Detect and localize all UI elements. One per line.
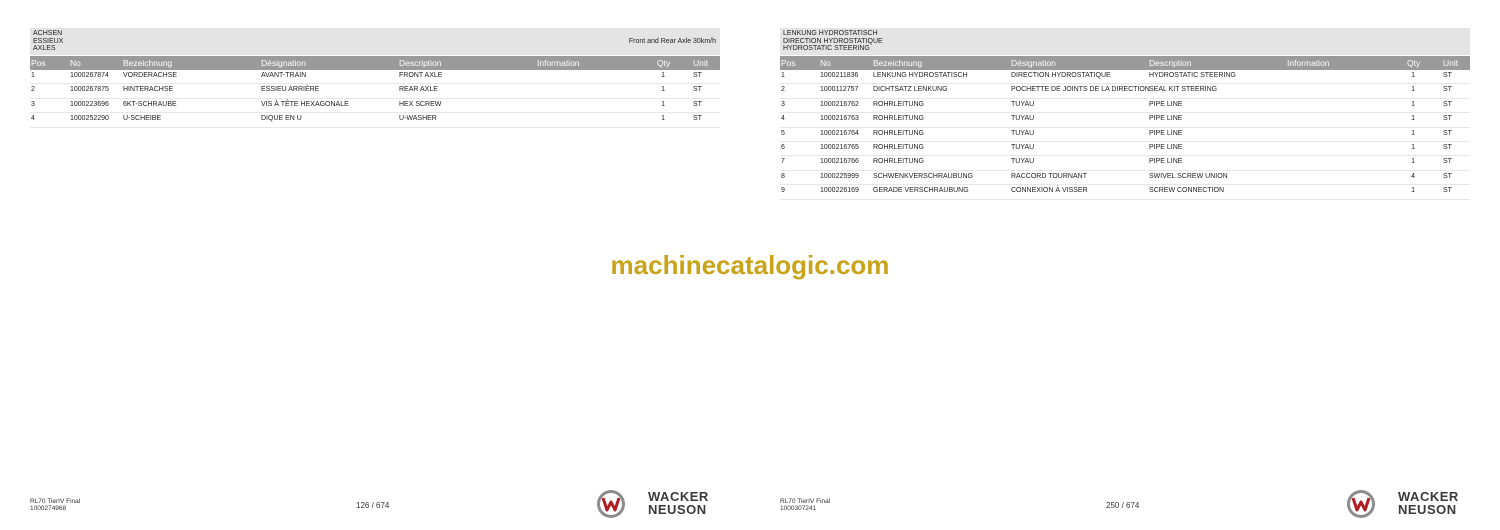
cell-no: 1000223696 [70, 100, 109, 108]
header-pos: Pos [781, 58, 796, 68]
cell-no: 1000267875 [70, 86, 109, 94]
cell-qty: 1 [1411, 143, 1415, 151]
cell-designation: VIS À TÊTE HEXAGONALE [261, 100, 349, 108]
header-unit: Unit [693, 58, 709, 68]
cell-bezeichnung: DICHTSATZ LENKUNG [873, 86, 948, 94]
table-row [780, 156, 1470, 170]
parts-table-body [30, 70, 720, 128]
cell-bezeichnung: VORDERACHSE [123, 72, 178, 79]
header-designation: Désignation [261, 58, 306, 68]
cell-bezeichnung: 6KT-SCHRAUBE [123, 100, 177, 108]
cell-pos: 1 [781, 72, 785, 79]
title-line: DIRECTION HYDROSTATIQUE [783, 37, 883, 45]
model-name: RL70 TierIV Final [780, 498, 831, 505]
cell-designation: DIRECTION HYDROSTATIQUE [1011, 72, 1111, 79]
cell-unit: ST [1443, 187, 1452, 195]
cell-pos: 9 [781, 187, 785, 195]
title-line: LENKUNG HYDROSTATISCH [783, 30, 878, 37]
cell-unit: ST [693, 86, 702, 94]
cell-description: SCREW CONNECTION [1149, 187, 1225, 195]
table-row [780, 185, 1470, 199]
cell-designation: AVANT-TRAIN [261, 72, 307, 79]
cell-bezeichnung: ROHRLEITUNG [873, 100, 924, 108]
section-title-band [780, 28, 1470, 55]
header-designation: Désignation [1011, 58, 1056, 68]
cell-pos: 1 [31, 72, 35, 79]
cell-pos: 5 [781, 129, 785, 137]
table-row [780, 171, 1470, 185]
cell-qty: 1 [1411, 100, 1415, 108]
brand-line: NEUSON [1398, 502, 1457, 517]
cell-no: 1000226169 [820, 187, 859, 195]
cell-no: 1000216763 [820, 115, 859, 123]
cell-unit: ST [1443, 100, 1452, 108]
table-row [780, 84, 1470, 98]
cell-description: PIPE LINE [1149, 100, 1183, 108]
cell-designation: TUYAU [1011, 129, 1035, 137]
cell-unit: ST [1443, 143, 1452, 151]
table-row [30, 113, 720, 127]
page-number: 126 / 674 [356, 501, 390, 510]
parts-table-body [780, 70, 1470, 200]
cell-bezeichnung: ROHRLEITUNG [873, 129, 924, 137]
cell-bezeichnung: HINTERACHSE [123, 86, 174, 94]
cell-no: 1000216766 [820, 158, 859, 166]
cell-designation: RACCORD TOURNANT [1011, 172, 1087, 180]
wacker-neuson-logo [648, 490, 709, 516]
header-no: No [70, 58, 81, 68]
watermark-text: machinecatalogic.com [610, 250, 890, 280]
cell-qty: 1 [661, 115, 665, 123]
brand-line: WACKER [648, 489, 709, 504]
cell-description: SEAL KIT STEERING [1149, 86, 1218, 94]
cell-unit: ST [693, 72, 702, 79]
brand-line: WACKER [1398, 489, 1459, 504]
table-row [780, 128, 1470, 142]
cell-no: 1000267874 [70, 72, 109, 79]
document-footer [30, 498, 80, 512]
table-row [30, 70, 720, 84]
title-line: HYDROSTATIC STEERING [783, 45, 870, 52]
brand-line: NEUSON [648, 502, 707, 517]
cell-pos: 6 [781, 143, 785, 151]
wacker-neuson-emblem-icon [1346, 489, 1376, 519]
cell-bezeichnung: U-SCHEIBE [123, 115, 162, 123]
cell-description: SWIVEL SCREW UNION [1149, 172, 1228, 180]
cell-no: 1000252290 [70, 115, 109, 123]
cell-designation: POCHETTE DE JOINTS DE LA DIRECTION [1011, 86, 1150, 94]
header-bezeichnung: Bezeichnung [873, 58, 923, 68]
cell-bezeichnung: LENKUNG HYDROSTATISCH [873, 72, 968, 79]
table-row [780, 70, 1470, 84]
cell-description: PIPE LINE [1149, 129, 1183, 137]
cell-pos: 2 [781, 86, 785, 94]
document-number: 1000307241 [780, 505, 817, 512]
cell-unit: ST [1443, 115, 1452, 123]
cell-no: 1000112757 [820, 86, 859, 94]
cell-unit: ST [1443, 86, 1452, 94]
cell-unit: ST [1443, 172, 1452, 180]
cell-qty: 1 [1411, 115, 1415, 123]
cell-qty: 1 [1411, 86, 1415, 94]
table-row [30, 99, 720, 113]
cell-no: 1000216764 [820, 129, 859, 137]
cell-unit: ST [1443, 72, 1452, 79]
cell-unit: ST [1443, 129, 1452, 137]
cell-bezeichnung: ROHRLEITUNG [873, 158, 924, 166]
cell-qty: 1 [1411, 187, 1415, 195]
title-line: AXLES [33, 45, 56, 52]
cell-no: 1000225999 [820, 172, 859, 180]
header-unit: Unit [1443, 58, 1459, 68]
cell-designation: DIQUE EN U [261, 115, 302, 123]
header-information: Information [537, 58, 580, 68]
header-description: Description [1149, 58, 1192, 68]
cell-no: 1000216765 [820, 143, 859, 151]
header-qty: Qty [1407, 58, 1421, 68]
cell-pos: 3 [31, 100, 35, 108]
cell-description: HYDROSTATIC STEERING [1149, 72, 1236, 79]
header-pos: Pos [31, 58, 46, 68]
table-row [780, 142, 1470, 156]
section-subtitle: Front and Rear Axle 30km/h [628, 38, 716, 45]
title-line: ESSIEUX [33, 37, 64, 45]
cell-designation: ESSIEU ARRIÈRE [261, 86, 320, 94]
header-bezeichnung: Bezeichnung [123, 58, 173, 68]
cell-pos: 4 [31, 115, 35, 123]
cell-designation: CONNEXION À VISSER [1011, 187, 1088, 195]
cell-qty: 1 [1411, 72, 1415, 79]
cell-qty: 1 [661, 100, 665, 108]
cell-qty: 1 [1411, 129, 1415, 137]
cell-description: U-WASHER [399, 115, 437, 123]
cell-designation: TUYAU [1011, 100, 1035, 108]
cell-bezeichnung: SCHWENKVERSCHRAUBUNG [873, 172, 973, 180]
table-row [780, 99, 1470, 113]
cell-designation: TUYAU [1011, 143, 1035, 151]
cell-pos: 7 [781, 158, 785, 166]
section-title [783, 30, 883, 53]
cell-unit: ST [693, 100, 702, 108]
section-title-band [30, 28, 720, 55]
header-information: Information [1287, 58, 1330, 68]
wacker-neuson-logo [1398, 490, 1459, 516]
cell-description: FRONT AXLE [399, 72, 443, 79]
cell-description: HEX SCREW [399, 100, 442, 108]
header-no: No [820, 58, 831, 68]
document-number: 1000274968 [30, 505, 67, 512]
cell-description: PIPE LINE [1149, 115, 1183, 123]
document-footer [780, 498, 830, 512]
cell-description: PIPE LINE [1149, 158, 1183, 166]
cell-description: PIPE LINE [1149, 143, 1183, 151]
table-row [30, 84, 720, 98]
table-header [780, 56, 1470, 70]
table-header [30, 56, 720, 70]
header-qty: Qty [657, 58, 671, 68]
cell-pos: 8 [781, 172, 785, 180]
title-line: ACHSEN [33, 30, 63, 37]
cell-qty: 1 [1411, 158, 1415, 166]
cell-description: REAR AXLE [399, 86, 438, 94]
cell-qty: 1 [661, 86, 665, 94]
cell-no: 1000211836 [820, 72, 859, 79]
cell-bezeichnung: GERADE VERSCHRAUBUNG [873, 187, 969, 195]
cell-pos: 2 [31, 86, 35, 94]
cell-bezeichnung: ROHRLEITUNG [873, 115, 924, 123]
cell-no: 1000216762 [820, 100, 859, 108]
cell-unit: ST [1443, 158, 1452, 166]
model-name: RL70 TierIV Final [30, 498, 81, 505]
cell-designation: TUYAU [1011, 158, 1035, 166]
section-title [33, 30, 63, 53]
header-description: Description [399, 58, 442, 68]
cell-qty: 4 [1411, 172, 1415, 180]
cell-designation: TUYAU [1011, 115, 1035, 123]
cell-bezeichnung: ROHRLEITUNG [873, 143, 924, 151]
wacker-neuson-emblem-icon [596, 489, 626, 519]
page-number: 250 / 674 [1106, 501, 1140, 510]
cell-pos: 3 [781, 100, 785, 108]
cell-qty: 1 [661, 72, 665, 79]
cell-unit: ST [693, 115, 702, 123]
cell-pos: 4 [781, 115, 785, 123]
table-row [780, 113, 1470, 127]
